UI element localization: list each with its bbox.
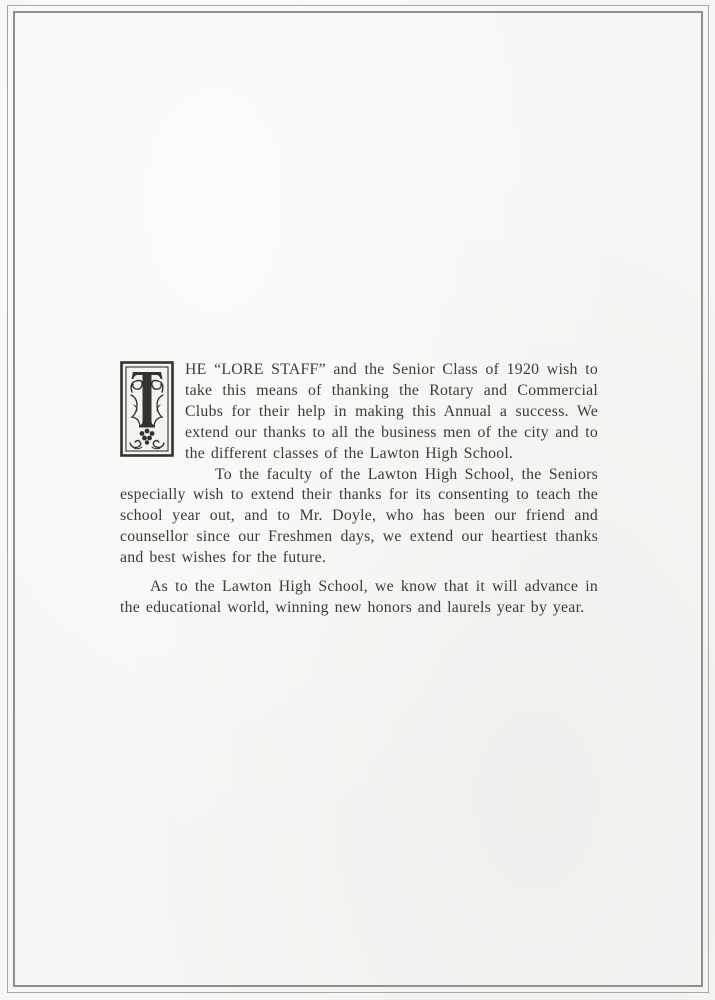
paragraph: As to the Lawton High School, we know that it will advance in the educational world, winning new honors and laurels year by year.: [120, 578, 598, 616]
paragraph: To the faculty of the Lawton High School, the Seniors especially wish to extend their thanks for its consenting to teach the school year out, and to Mr. Doyle, who has been our friend and counsellor since our Freshmen days, we extend our heartiest thanks and best wishes for the future.: [120, 465, 598, 567]
paragraph: HE “LORE STAFF” and the Senior Class of 1920 wish to take this means of thanking the Rotary and Commercial Clubs for their help in making this Annual a success. We extend our thanks to all the business men of the city and to the different classes of the Lawton High School.: [185, 361, 598, 462]
ornate-initial-t-icon: [120, 361, 174, 457]
text-block: [120, 360, 598, 619]
